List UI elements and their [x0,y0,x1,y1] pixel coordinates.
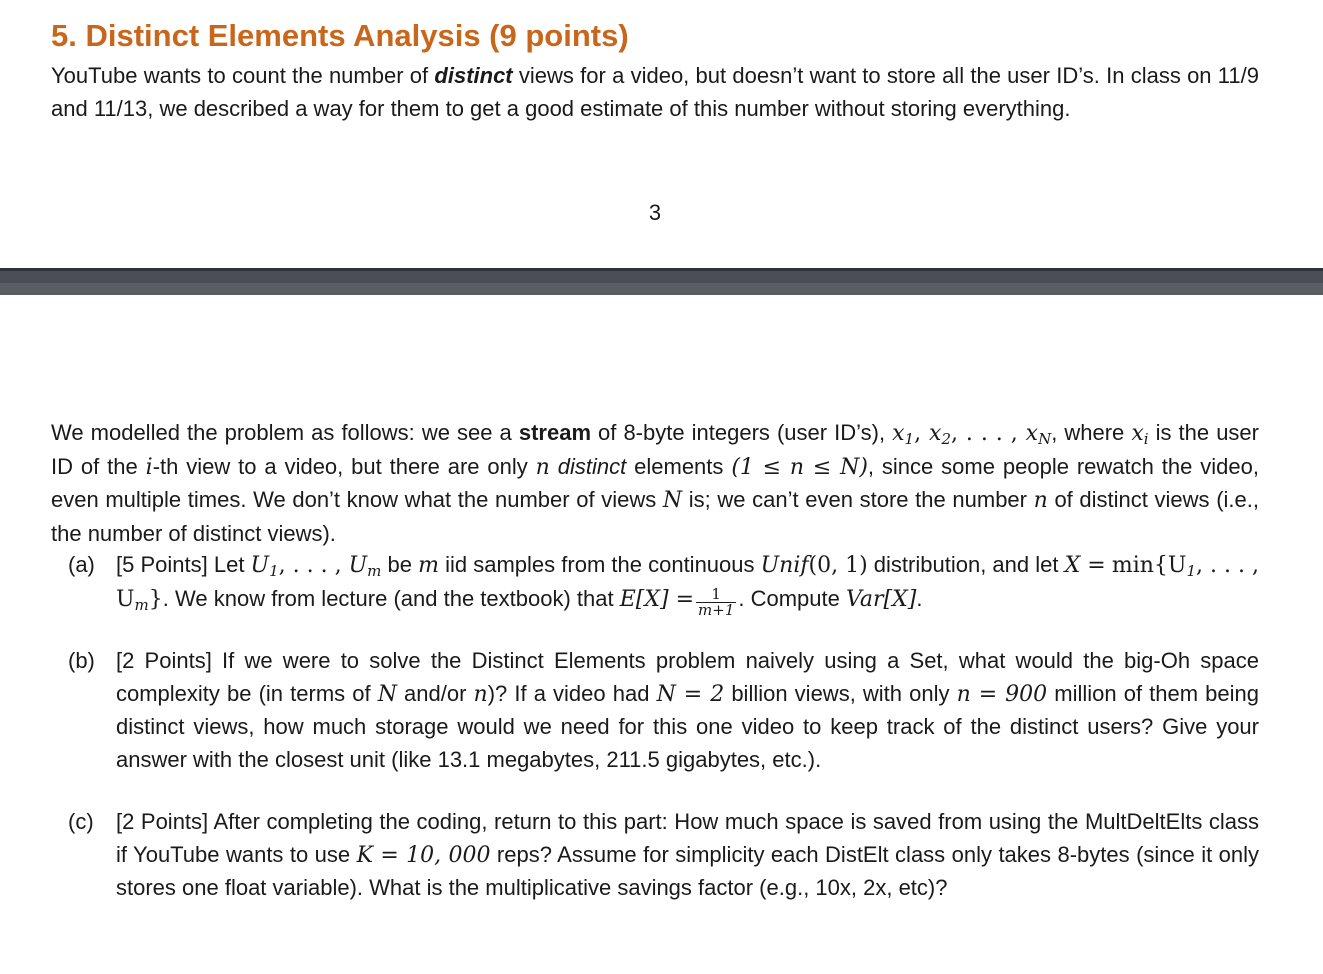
part-text: billion views, with only [724,680,957,706]
page-number: 3 [648,200,662,225]
page-break-divider [0,268,1323,295]
part-text: . Compute [738,585,846,611]
emphasis-distinct: distinct [434,63,513,88]
emphasis-distinct: distinct [557,453,627,479]
math-i: i [145,454,153,480]
math-K-eq: K = 10, 000 [356,842,491,868]
math-sub: 1 [1186,562,1196,580]
math-sub: i [1143,430,1149,448]
part-text: [2 Points] After completing the coding, return to this part: How much space is saved from using the MultDeltElts class if YouTube wants to use [116,809,1259,867]
problem-description [51,417,1259,550]
math-n-eq: n = 900 [956,681,1048,707]
math-N-eq: N = 2 [656,681,725,707]
part-text: [2 Points] If we were to solve the Distinct Elements problem naively using a Set, what would the big-Oh space complexity be (in terms of [116,648,1259,706]
math-xN: x [1025,421,1039,446]
part-b-text [116,645,1259,776]
math-n: n [473,681,488,707]
body-text: , since some people rewatch the video, even multiple times. We don’t know what the number of views [51,453,1259,512]
fraction-numerator: 1 [696,587,736,603]
math-dots: , . . . , [278,553,349,578]
emphasis-stream: stream [518,420,591,445]
body-text: of distinct views (i.e., the number of distinct views). [51,487,1259,546]
body-text: We modelled the problem as follows: we see a [51,420,519,445]
part-text: . [916,585,923,611]
math-sub: 1 [269,562,279,580]
intro-text: YouTube wants to count the number of [51,63,435,88]
part-text: iid samples from the continuous [438,552,761,577]
part-text: distribution, and let [867,552,1065,577]
part-a-text [116,549,1259,618]
math-dots: , . . . , [951,421,1026,446]
math-range: (1 ≤ n ≤ N) [731,454,868,480]
part-label: (c) [68,809,94,834]
math-x1: x [892,421,905,446]
body-text: , where [1051,420,1132,445]
part-label: (b) [68,648,95,673]
part-text: and/or [396,680,474,706]
math-n: n [1033,488,1048,513]
body-text: is the user ID of the [51,420,1259,479]
math-brace: } [148,586,163,612]
math-min: min{U [1111,553,1187,578]
body-text [550,454,558,479]
part-text: )? If a video had [487,680,657,706]
math-var: Var[X] [845,586,917,612]
math-unif: Unif [760,553,809,578]
body-text: is; we can’t even store the number [682,487,1034,512]
math-U: U [348,553,368,578]
part-c-text [116,806,1259,905]
part-text: be [381,552,419,577]
question-part-b [68,645,1259,776]
part-label: (a) [68,552,95,577]
math-unif-args: (0, 1) [808,553,868,578]
math-U: U [250,553,270,578]
math-xi: x [1131,421,1144,446]
part-text: . We know from lecture (and the textbook) that [162,585,620,611]
part-text: [5 Points] Let [116,552,251,577]
question-part-c [68,806,1259,905]
section-heading: 5. Distinct Elements Analysis (9 points) [51,18,629,53]
body-text: elements [626,453,732,479]
math-X-eq: X = [1064,553,1106,578]
math-N: N [662,488,683,513]
math-sub: 2 [941,430,951,448]
math-x2: x [929,421,942,446]
math-n: n [535,454,550,480]
divider-stripe [0,283,1323,295]
math-sub: m [134,595,149,614]
math-EX: E[X] = [619,586,695,612]
intro-paragraph [51,60,1259,125]
question-part-a [68,549,1259,618]
fraction-denominator: m+1 [698,600,735,619]
math-sub: N [1038,430,1052,448]
math-sub: m [367,562,382,580]
math-comma: , [914,421,930,446]
intro-text: views for a video, but doesn’t want to store all the user ID’s. In class on 11/9 and 11/13, we described a way for them to get a good estimate of this number without storing everything. [51,63,1259,121]
math-N: N [377,681,397,707]
math-dots: , . . . , U [116,553,1259,612]
part-text: million of them being distinct views, how much storage would we need for this one video to keep track of the distinct users? Give your answer with the closest unit (like 13.1 megabytes, 211.5 gigabytes, etc.). [116,680,1259,772]
math-m: m [418,553,439,578]
body-text: -th view to a video, but there are only [152,453,536,479]
math-fraction [696,584,736,619]
part-text: reps? Assume for simplicity each DistElt class only takes 8-bytes (since it only stores one float variable). What is the multiplicative savings factor (e.g., 10x, 2x, etc)? [116,841,1260,900]
math-sub: 1 [904,430,915,448]
body-text: of 8-byte integers (user ID’s), [591,420,893,445]
